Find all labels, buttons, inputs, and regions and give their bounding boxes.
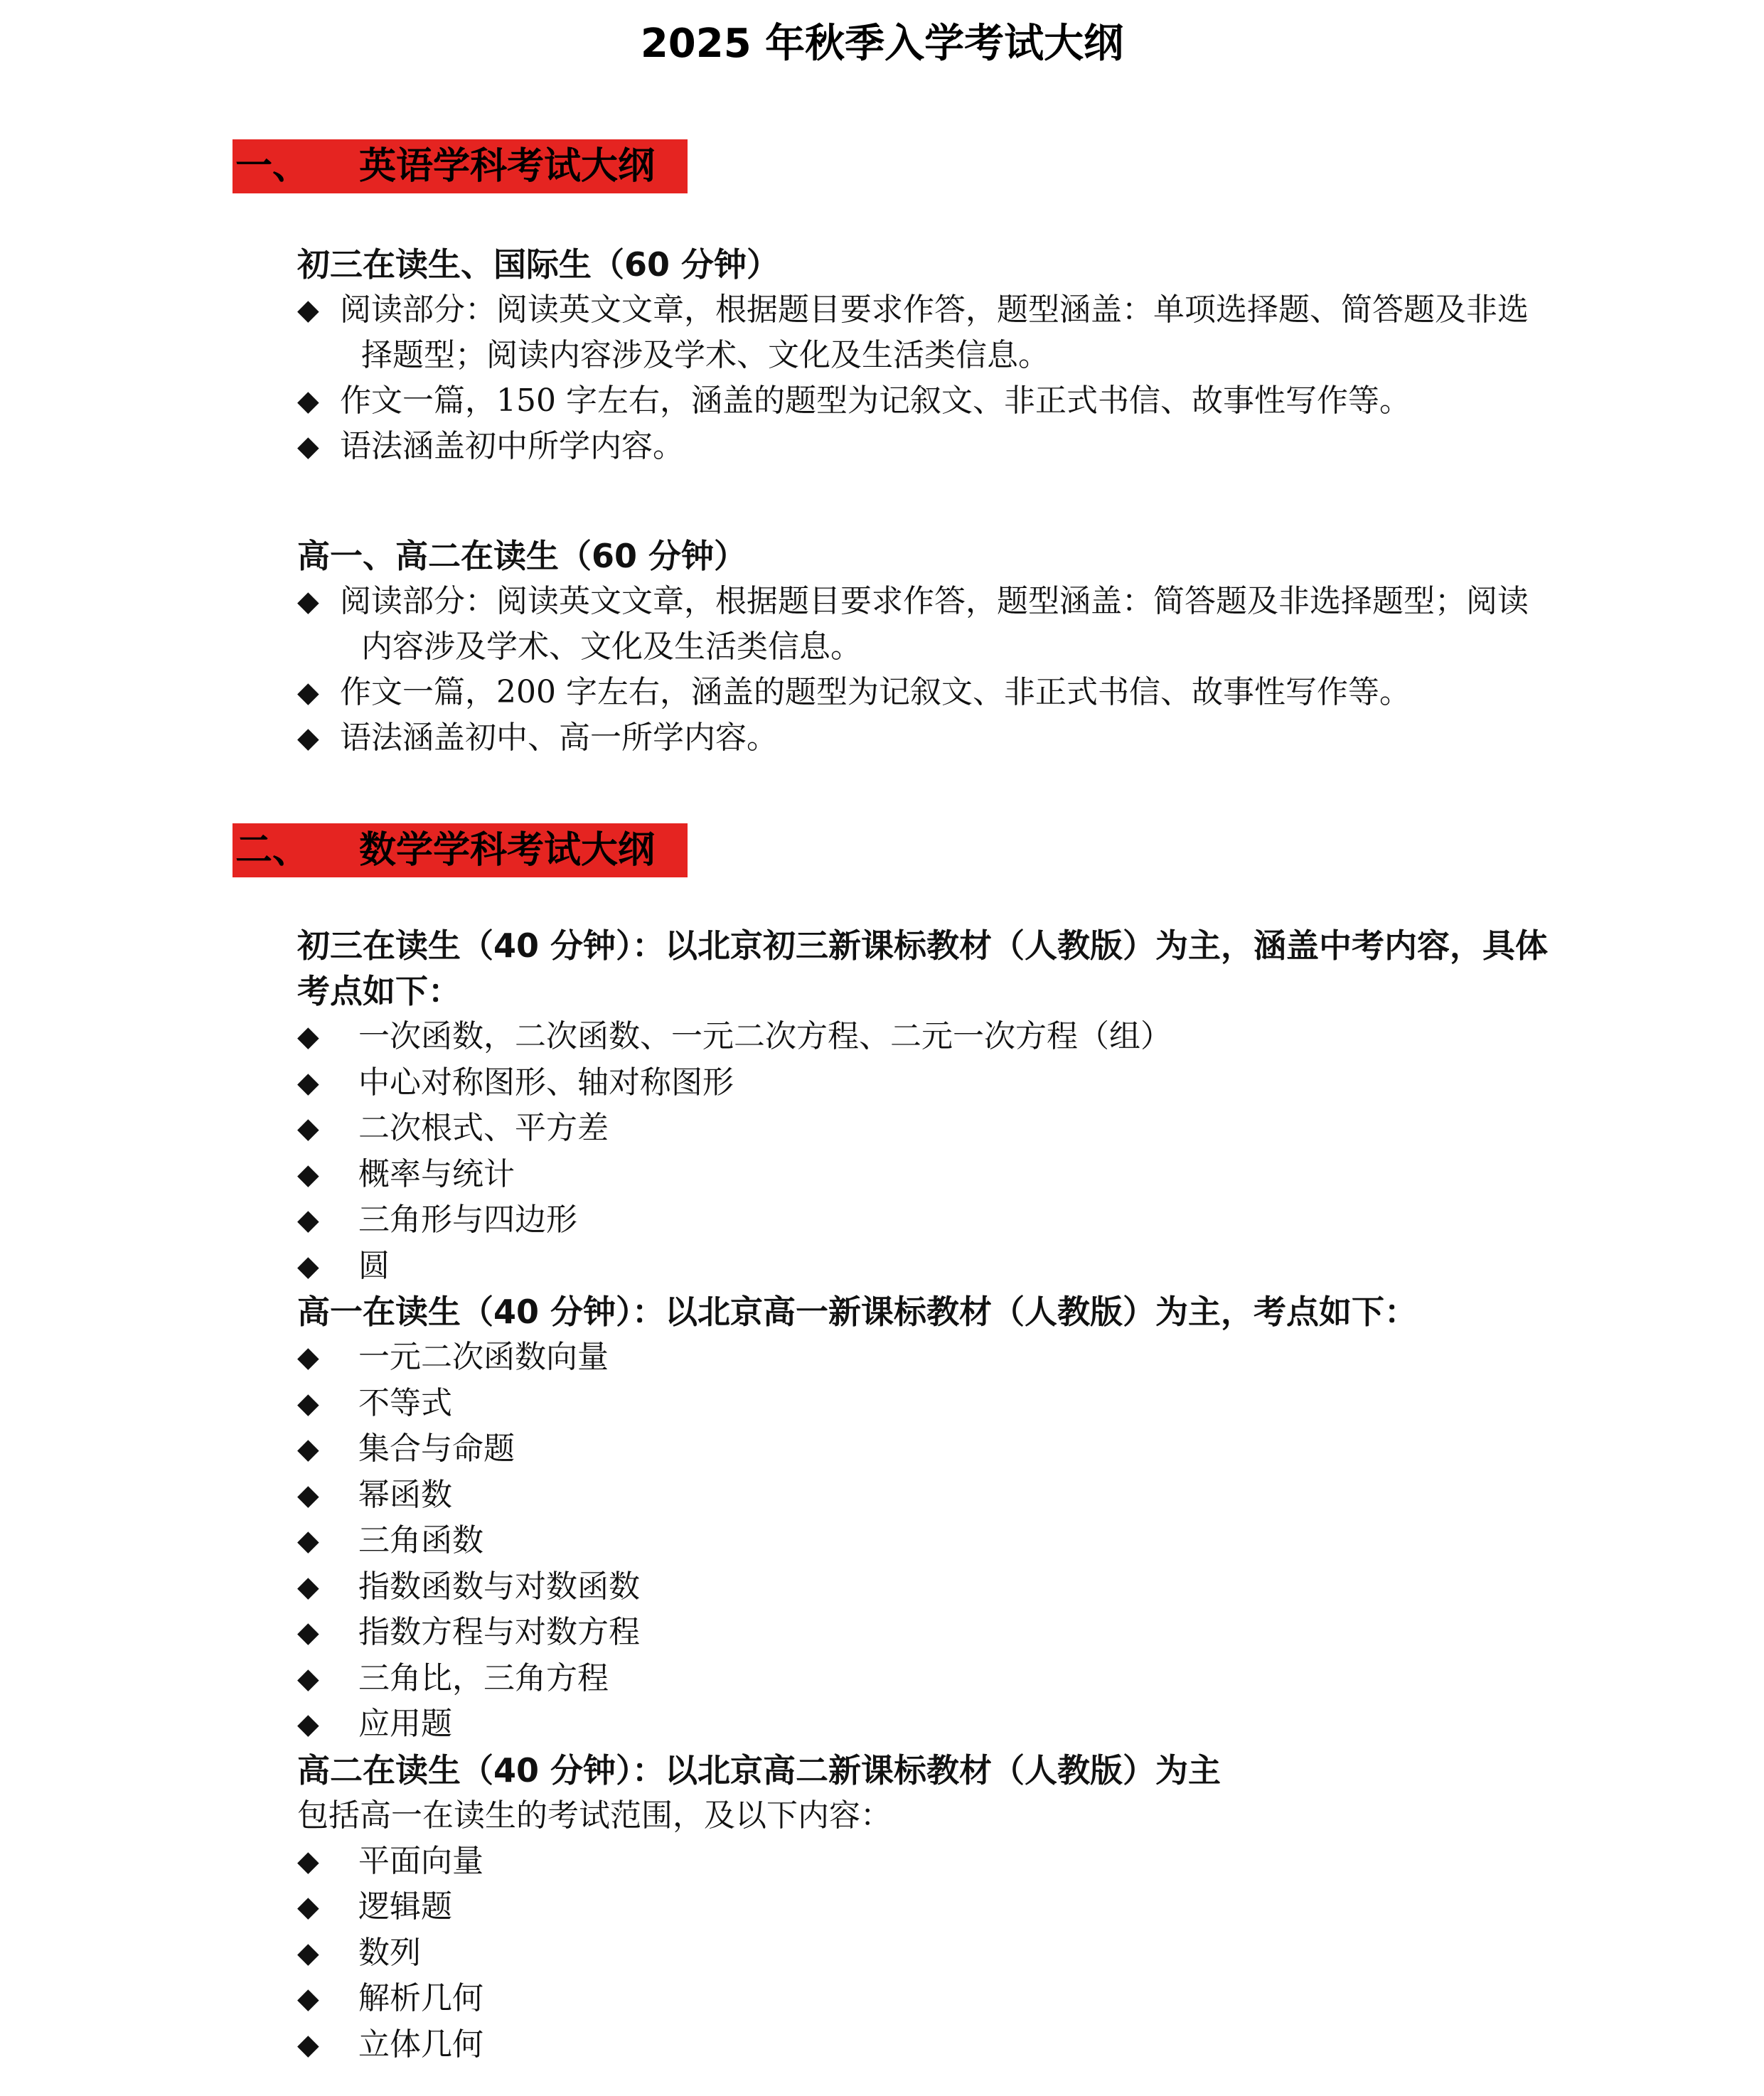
list-item [297, 424, 1549, 469]
bullet-list [297, 1839, 1549, 2068]
list-item [297, 1930, 1549, 1977]
list-item-text: 立体几何 [358, 2026, 483, 2063]
list-item [297, 1472, 1549, 1519]
section-banner-math [232, 823, 688, 877]
list-item [297, 1426, 1549, 1472]
list-item [297, 1701, 1549, 1748]
list-item-text: 概率与统计 [358, 1155, 515, 1192]
list-item [297, 1518, 1549, 1564]
diamond-bullet-icon: ◆ [297, 676, 319, 709]
list-item-text: 圆 [358, 1247, 390, 1284]
list-item-text: 语法涵盖初中所学内容。 [340, 428, 684, 464]
bullet-list [297, 1014, 1549, 1289]
section-title: 数学学科考试大纲 [359, 829, 656, 872]
list-item-text: 不等式 [358, 1384, 452, 1421]
list-item-text: 三角形与四边形 [358, 1202, 577, 1238]
list-item [297, 1335, 1549, 1381]
diamond-bullet-icon: ◆ [297, 1204, 319, 1236]
diamond-bullet-icon: ◆ [297, 1112, 319, 1145]
diamond-bullet-icon: ◆ [297, 1341, 319, 1374]
list-item-text: 作文一篇，150 字左右，涵盖的题型为记叙文、非正式书信、故事性写作等。 [340, 383, 1411, 419]
diamond-bullet-icon: ◆ [297, 294, 319, 326]
list-item [297, 1884, 1549, 1930]
diamond-bullet-icon: ◆ [297, 1524, 319, 1557]
bullet-list [297, 579, 1549, 761]
group-heading: 高一、高二在读生（60 分钟） [297, 537, 747, 575]
list-item-text: 三角比，三角方程 [358, 1659, 609, 1696]
list-item [297, 1197, 1549, 1244]
list-item [297, 1152, 1549, 1198]
list-item [297, 1610, 1549, 1656]
list-item [297, 1839, 1549, 1885]
list-item-text: 解析几何 [358, 1980, 483, 2016]
diamond-bullet-icon: ◆ [297, 1616, 319, 1649]
list-item [297, 287, 1549, 378]
list-item-text: 一元二次函数向量 [358, 1339, 609, 1375]
diamond-bullet-icon: ◆ [297, 1386, 319, 1420]
section-banner-english [232, 139, 688, 193]
list-item-text: 数列 [358, 1934, 421, 1971]
math-groups [297, 923, 1549, 2068]
diamond-bullet-icon: ◆ [297, 1249, 319, 1283]
diamond-bullet-icon: ◆ [297, 385, 319, 417]
list-item-text: 作文一篇，200 字左右，涵盖的题型为记叙文、非正式书信、故事性写作等。 [340, 674, 1411, 710]
section-number: 一、 [235, 145, 310, 188]
list-item [297, 670, 1549, 715]
diamond-bullet-icon: ◆ [297, 1478, 319, 1512]
diamond-bullet-icon: ◆ [297, 1020, 319, 1053]
list-item-text: 三角函数 [358, 1522, 483, 1558]
diamond-bullet-icon: ◆ [297, 1936, 319, 1969]
list-item-text: 语法涵盖初中、高一所学内容。 [340, 720, 778, 756]
diamond-bullet-icon: ◆ [297, 430, 319, 463]
list-item-text: 平面向量 [358, 1842, 483, 1879]
bullet-list [297, 1335, 1549, 1748]
diamond-bullet-icon: ◆ [297, 1662, 319, 1695]
document-title: 2025 年秋季入学考试大纲 [640, 21, 1124, 67]
list-item [297, 1976, 1549, 2022]
diamond-bullet-icon: ◆ [297, 1891, 319, 1923]
group-heading: 初三在读生、国际生（60 分钟） [297, 245, 780, 284]
list-item-text: 二次根式、平方差 [358, 1110, 609, 1146]
diamond-bullet-icon: ◆ [297, 1570, 319, 1603]
group-heading: 初三在读生（40 分钟）：以北京初三新课标教材（人教版）为主，涵盖中考内容，具体考点如下： [297, 926, 1549, 1010]
diamond-bullet-icon: ◆ [297, 1982, 319, 2015]
diamond-bullet-icon: ◆ [297, 1157, 319, 1191]
list-item [297, 378, 1549, 424]
list-item [297, 1014, 1549, 1060]
list-item [297, 1381, 1549, 1427]
list-item [297, 2022, 1549, 2068]
list-item-text: 集合与命题 [358, 1431, 515, 1467]
list-item [297, 1656, 1549, 1702]
group-note: 包括高一在读生的考试范围，及以下内容： [297, 1797, 892, 1834]
list-item-text: 逻辑题 [358, 1888, 452, 1925]
list-item [297, 1244, 1549, 1290]
list-item [297, 1106, 1549, 1152]
list-item [297, 579, 1549, 670]
list-item [297, 715, 1549, 761]
diamond-bullet-icon: ◆ [297, 1433, 319, 1465]
english-group-grade10-11 [297, 533, 1549, 761]
list-item [297, 1564, 1549, 1610]
list-item [297, 1060, 1549, 1106]
diamond-bullet-icon: ◆ [297, 1844, 319, 1878]
diamond-bullet-icon: ◆ [297, 722, 319, 754]
diamond-bullet-icon: ◆ [297, 2028, 319, 2061]
list-item-text: 一次函数，二次函数、一元二次方程、二元一次方程（组） [358, 1018, 1172, 1054]
diamond-bullet-icon: ◆ [297, 1066, 319, 1099]
english-group-grade9 [297, 242, 1549, 469]
diamond-bullet-icon: ◆ [297, 1708, 319, 1741]
section-number: 二、 [235, 829, 310, 872]
list-item-text: 指数方程与对数方程 [358, 1614, 640, 1650]
list-item-text: 阅读部分：阅读英文文章，根据题目要求作答，题型涵盖：单项选择题、简答题及非选择题型；阅读内容涉及学术、文化及生活类信息。 [340, 292, 1529, 373]
list-item-text: 幂函数 [358, 1476, 452, 1513]
diamond-bullet-icon: ◆ [297, 585, 319, 618]
list-item-text: 中心对称图形、轴对称图形 [358, 1064, 734, 1101]
list-item-text: 阅读部分：阅读英文文章，根据题目要求作答，题型涵盖：简答题及非选择题型；阅读内容涉及学术、文化及生活类信息。 [340, 583, 1529, 665]
section-title: 英语学科考试大纲 [359, 145, 656, 188]
list-item-text: 指数函数与对数函数 [358, 1568, 640, 1605]
group-heading: 高一在读生（40 分钟）：以北京高一新课标教材（人教版）为主，考点如下： [297, 1293, 1418, 1331]
list-item-text: 应用题 [358, 1706, 452, 1742]
bullet-list [297, 287, 1549, 469]
group-heading: 高二在读生（40 分钟）：以北京高二新课标教材（人教版）为主 [297, 1750, 1222, 1790]
